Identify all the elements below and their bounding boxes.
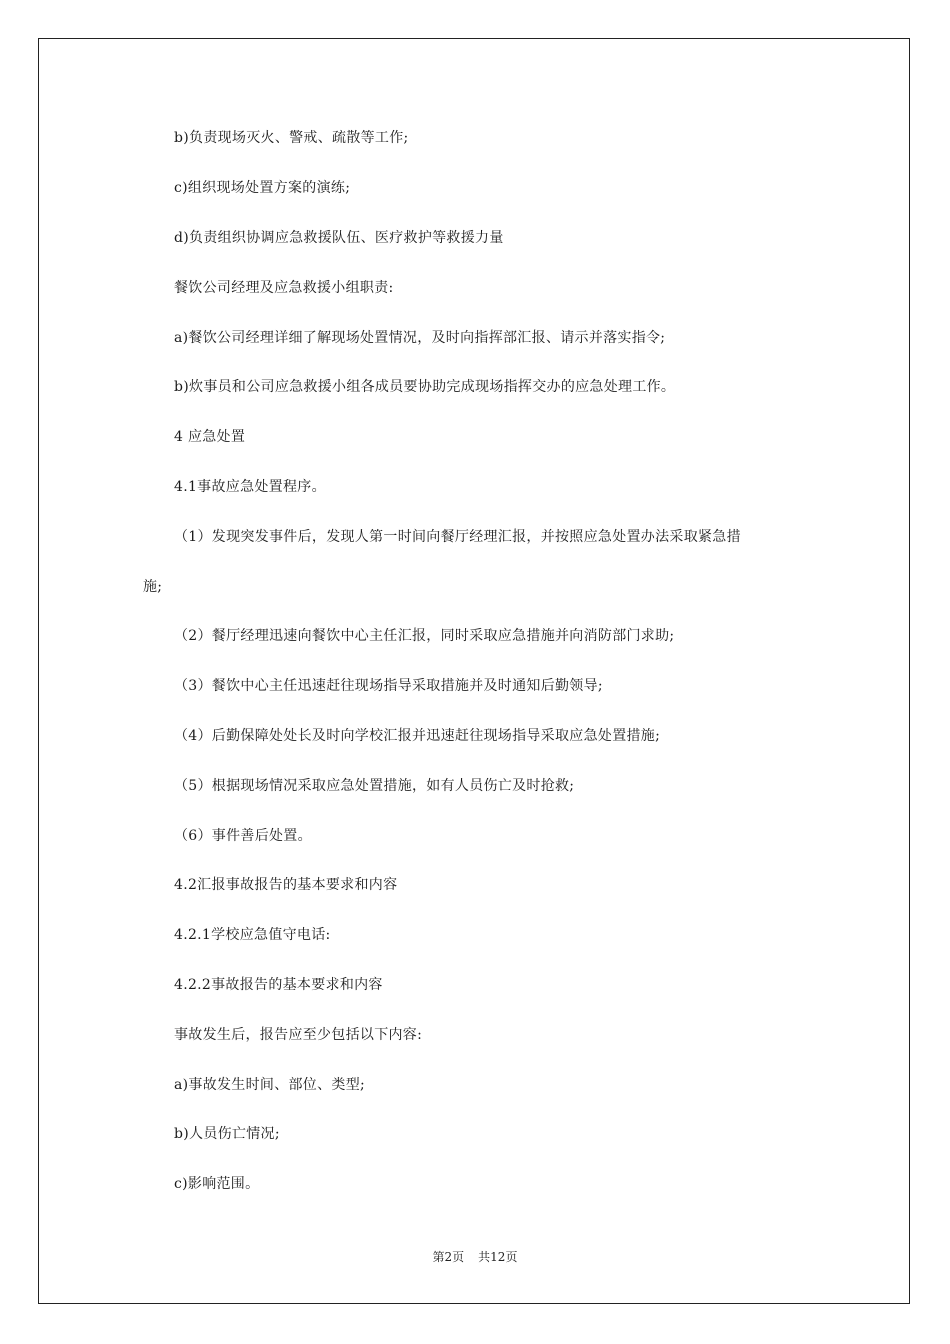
text-line: c)影响范围。 [174,1176,260,1192]
text-line: （2）餐厅经理迅速向餐饮中心主任汇报，同时采取应急措施并向消防部门求助; [174,628,675,644]
text-line: b)负责现场灭火、警戒、疏散等工作; [174,130,409,146]
section-heading: 4.2.2事故报告的基本要求和内容 [174,977,383,993]
text-line: a)事故发生时间、部位、类型; [174,1077,366,1093]
text-line: （1）发现突发事件后，发现人第一时间向餐厅经理汇报，并按照应急处置办法采取紧急措 [174,529,741,545]
text-line: b)炊事员和公司应急救援小组各成员要协助完成现场指挥交办的应急处理工作。 [174,379,676,395]
section-heading: 4.2.1学校应急值守电话: [174,927,331,943]
section-heading: 4 应急处置 [174,429,246,445]
page-total: 共12页 [478,1250,518,1264]
text-line: b)人员伤亡情况; [174,1126,280,1142]
text-line: （6）事件善后处置。 [174,828,312,844]
text-line: d)负责组织协调应急救援队伍、医疗救护等救援力量 [174,230,504,246]
page-footer [0,1248,950,1266]
section-heading: 4.2汇报事故报告的基本要求和内容 [174,877,398,893]
text-line-continuation: 施; [143,579,163,595]
page-number: 第2页 [432,1250,465,1264]
section-heading: 4.1事故应急处置程序。 [174,479,326,495]
text-line: 事故发生后，报告应至少包括以下内容: [174,1027,423,1043]
text-line: c)组织现场处置方案的演练; [174,180,351,196]
text-line: （5）根据现场情况采取应急处置措施，如有人员伤亡及时抢救; [174,778,575,794]
text-line: （3）餐饮中心主任迅速赶往现场指导采取措施并及时通知后勤领导; [174,678,603,694]
text-line: （4）后勤保障处处长及时向学校汇报并迅速赶往现场指导采取应急处置措施; [174,728,661,744]
text-line: a)餐饮公司经理详细了解现场处置情况，及时向指挥部汇报、请示并落实指令; [174,330,666,346]
section-heading: 餐饮公司经理及应急救援小组职责: [174,280,394,296]
